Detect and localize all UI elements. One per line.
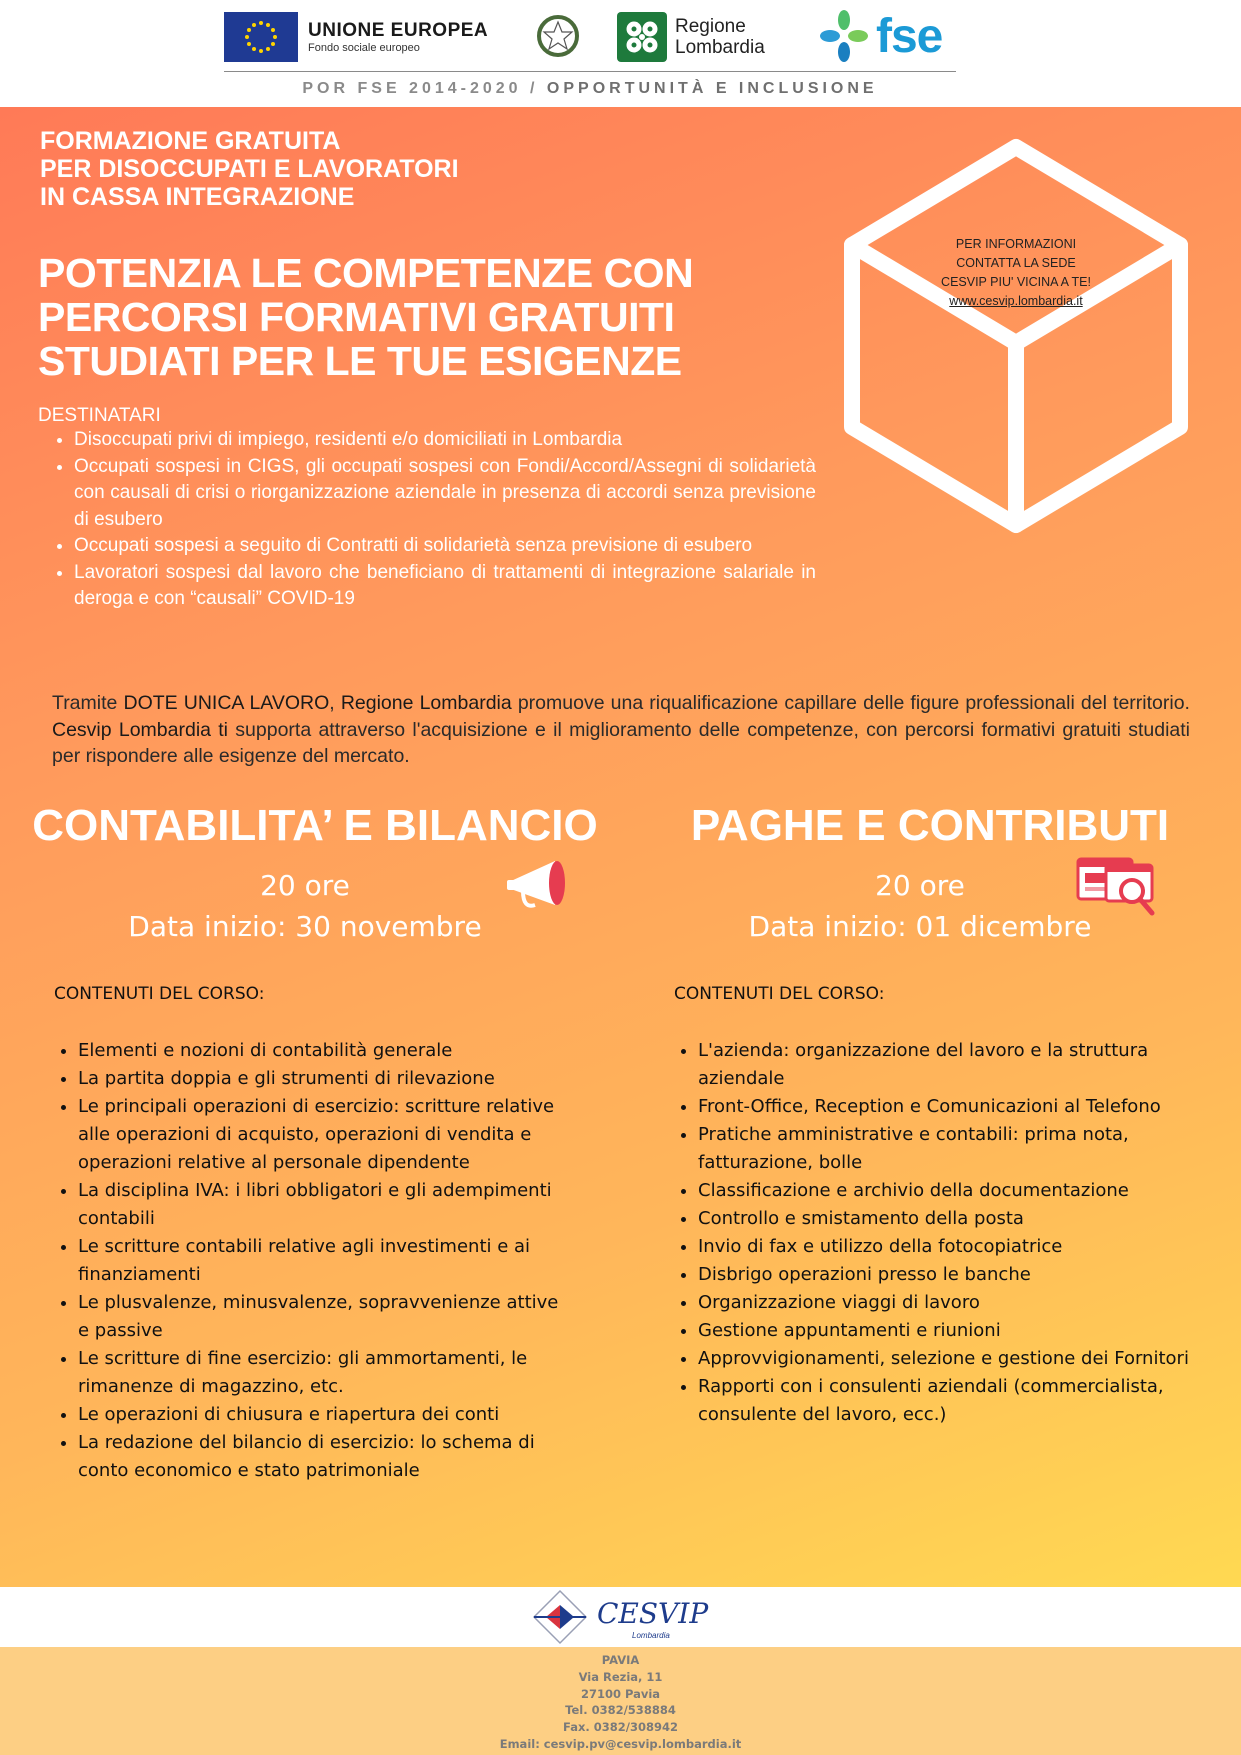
cesvip-logo: [0, 1587, 1241, 1647]
list-item: • L'azienda: organizzazione del lavoro e la struttura aziendale: [698, 1037, 1214, 1093]
info-box: [920, 235, 1112, 311]
intro-bold: DOTE UNICA LAVORO: [123, 692, 330, 714]
list-item: • La partita doppia e gli strumenti di rilevazione: [78, 1065, 574, 1093]
list-item: • Le scritture contabili relative agli investimenti e ai finanziamenti: [78, 1233, 574, 1289]
rl-line1: Regione: [675, 16, 746, 37]
eu-flag-icon: [224, 12, 298, 62]
list-item: • La redazione del bilancio di esercizio: lo schema di conto economico e stato patrimoniale: [78, 1429, 574, 1485]
course-hours: 20 ore: [260, 869, 350, 902]
regione-lombardia-logo: [617, 12, 765, 62]
hero-title-line: POTENZIA LE COMPETENZE CON: [38, 250, 694, 296]
intro-bold: Regione Lombardia: [340, 692, 512, 714]
megaphone-icon: [505, 855, 575, 915]
list-item: • Le scritture di fine esercizio: gli ammortamenti, le rimanenze di magazzino, etc.: [78, 1345, 574, 1401]
list-item: • Lavoratori sospesi dal lavoro che beneficiano di trattamenti di integrazione salariale in deroga e con “causali” COVID-19: [74, 560, 816, 613]
hero-subtitle-line: PER DISOCCUPATI E LAVORATORI: [40, 155, 459, 183]
course-contents-list: [674, 1037, 1214, 1429]
intro-bold: Cesvip Lombardia ti: [52, 718, 229, 741]
address-line: PAVIA: [601, 1653, 640, 1667]
course-contents-title: CONTENUTI DEL CORSO:: [54, 984, 265, 1004]
list-item: • Front-Office, Reception e Comunicazioni al Telefono: [698, 1093, 1214, 1121]
web-search-icon: [1076, 857, 1158, 921]
address-line: 27100 Pavia: [580, 1686, 661, 1701]
list-item: • Controllo e smistamento della posta: [698, 1205, 1214, 1233]
email-line[interactable]: Email: cesvip.pv@cesvip.lombardia.it: [499, 1736, 742, 1751]
por-prefix: POR FSE 2014-2020 /: [302, 80, 539, 97]
rl-line2: Lombardia: [675, 37, 765, 58]
hero-subtitle: [40, 127, 459, 211]
list-item: • Gestione appuntamenti e riunioni: [698, 1317, 1214, 1345]
address-line: Tel. 0382/538884: [565, 1703, 676, 1718]
cesvip-mark-icon: [530, 1587, 590, 1645]
eu-logo: [224, 12, 488, 62]
address-line: Via Rezia, 11: [578, 1669, 663, 1684]
course-title-contabilita: CONTABILITA’ E BILANCIO: [32, 801, 598, 850]
course-contents-title: CONTENUTI DEL CORSO:: [674, 984, 885, 1004]
info-website-link[interactable]: www.cesvip.lombardia.it: [949, 294, 1083, 308]
info-line: CONTATTA LA SEDE: [956, 256, 1076, 270]
header-divider: [224, 71, 956, 72]
lombardia-rose-icon: [617, 12, 667, 62]
intro-paragraph: [52, 690, 1190, 770]
destinatari-list: [38, 427, 816, 613]
list-item: • Disoccupati privi di impiego, residenti e/o domiciliati in Lombardia: [74, 427, 816, 454]
intro-text: supporta attraverso l'acquisizione e il miglioramento delle competenze, con percorsi formativi gratuiti studiati per rispondere alle esigenze del mercato.: [52, 718, 1190, 767]
list-item: • Invio di fax e utilizzo della fotocopiatrice: [698, 1233, 1214, 1261]
list-item: • Approvvigionamenti, selezione e gestione dei Fornitori: [698, 1345, 1214, 1373]
list-item: • Organizzazione viaggi di lavoro: [698, 1289, 1214, 1317]
cesvip-wordmark: CESVIP: [597, 1597, 709, 1630]
list-item: • Pratiche amministrative e contabili: prima nota, fatturazione, bolle: [698, 1121, 1214, 1177]
course-hours: 20 ore: [875, 869, 965, 902]
course-start-date: Data inizio: 30 novembre: [128, 910, 482, 943]
cube-icon: [840, 127, 1200, 547]
list-item: • Classificazione e archivio della documentazione: [698, 1177, 1214, 1205]
main-panel: [0, 107, 1241, 1587]
list-item: • Disbrigo operazioni presso le banche: [698, 1261, 1214, 1289]
fse-wordmark: fse: [876, 9, 943, 63]
eu-title: UNIONE EUROPEA: [308, 20, 489, 41]
list-item: • Le plusvalenze, minusvalenze, sopravvenienze attive e passive: [78, 1289, 574, 1345]
hero-subtitle-line: IN CASSA INTEGRAZIONE: [40, 183, 355, 211]
list-item: • Elementi e nozioni di contabilità generale: [78, 1037, 574, 1065]
address-line: Fax. 0382/308942: [563, 1720, 678, 1735]
destinatari-title: DESTINATARI: [38, 405, 161, 426]
cesvip-sub: Lombardia: [632, 1631, 670, 1640]
course-start-date: Data inizio: 01 dicembre: [748, 910, 1092, 943]
por-tagline: [224, 80, 956, 98]
hero-title-line: STUDIATI PER LE TUE ESIGENZE: [38, 338, 682, 384]
list-item: • Le principali operazioni di esercizio: scritture relative alle operazioni di acquisto, operazioni di vendita e operazioni relative al personale dipendente: [78, 1093, 574, 1177]
hero-title: [38, 251, 693, 383]
list-item: • Occupati sospesi in CIGS, gli occupati sospesi con Fondi/Accord/Assegni di solidarietà con causali di crisi o riorganizzazione aziendale in presenza di accordi senza previsione di esubero: [74, 454, 816, 534]
por-suffix: OPPORTUNITÀ E INCLUSIONE: [546, 80, 878, 97]
italian-republic-emblem-icon: [536, 12, 580, 60]
intro-text: Tramite: [52, 692, 124, 714]
list-item: • Rapporti con i consulenti aziendali (commercialista, consulente del lavoro, ecc.): [698, 1373, 1214, 1429]
address-block: [0, 1652, 1241, 1753]
info-line: CESVIP PIU' VICINA A TE!: [941, 275, 1091, 289]
list-item: • Occupati sospesi a seguito di Contratti di solidarietà senza previsione di esubero: [74, 533, 816, 560]
course-title-paghe: PAGHE E CONTRIBUTI: [690, 801, 1170, 850]
info-line: PER INFORMAZIONI: [955, 237, 1077, 251]
header-logos: [0, 0, 1241, 107]
intro-text: promuove una riqualificazione capillare delle figure professionali del territorio.: [511, 692, 1190, 714]
course-contents-list: [54, 1037, 574, 1485]
hero-title-line: PERCORSI FORMATIVI GRATUITI: [38, 294, 675, 340]
fse-logo: [818, 8, 942, 64]
list-item: • Le operazioni di chiusura e riapertura dei conti: [78, 1401, 574, 1429]
fse-flower-icon: [818, 8, 870, 64]
eu-subtitle: Fondo sociale europeo: [308, 42, 420, 54]
hero-subtitle-line: FORMAZIONE GRATUITA: [40, 127, 341, 155]
intro-text: ,: [329, 692, 341, 714]
footer-contacts: [0, 1647, 1241, 1755]
list-item: • La disciplina IVA: i libri obbligatori e gli adempimenti contabili: [78, 1177, 574, 1233]
